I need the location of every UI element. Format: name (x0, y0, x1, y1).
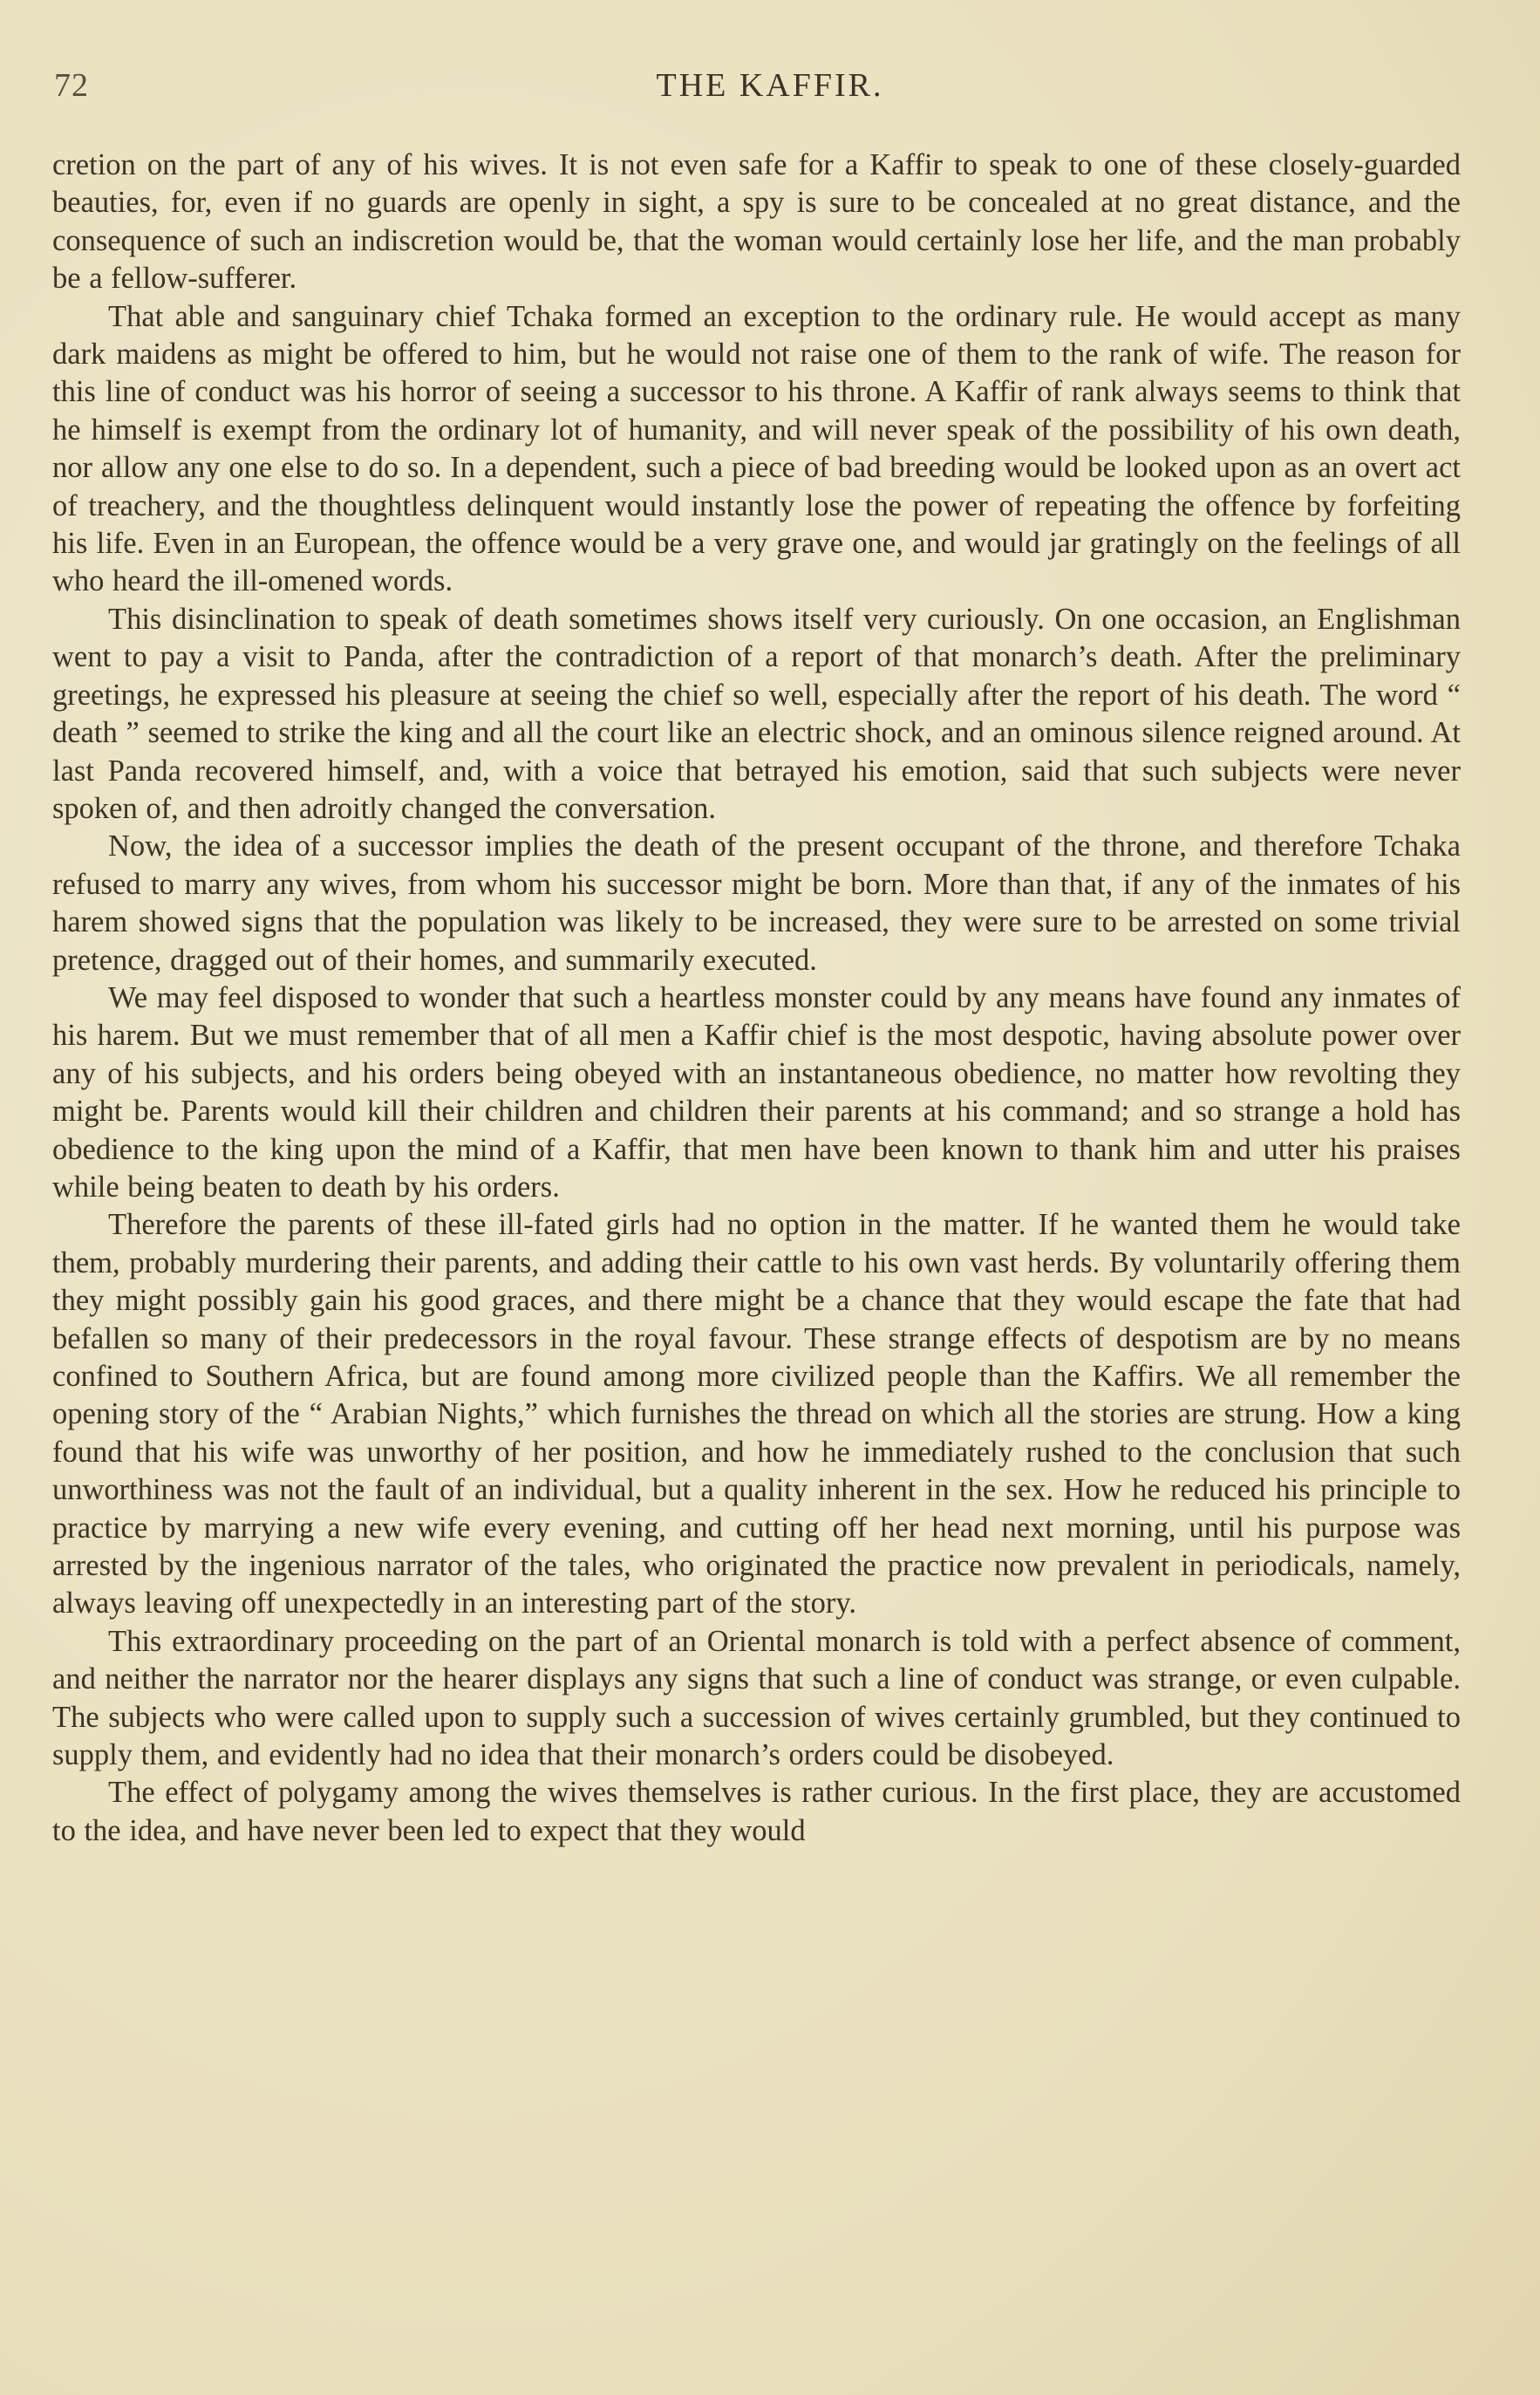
paragraph: We may feel disposed to wonder that such a heartless monster could by any means have found any inmates of his harem. But we must remember that of all men a Kaffir chief is the most despotic, having absolute power over any of his subjects, and his orders being obeyed with an instantaneous obedience, no matter how revolting they might be. Parents would kill their children and children their parents at his command; and so strange a hold has obedience to the king upon the mind of a Kaffir, that men have been known to thank him and utter his praises while being beaten to death by his orders. (52, 980, 1461, 1204)
paragraph: That able and sanguinary chief Tchaka formed an exception to the ordinary rule. He would accept as many dark maidens as might be offered to him, but he would not raise one of them to the rank of wife. The reason for this line of conduct was his horror of seeing a successor to his throne. A Kaffir of rank always seems to think that he himself is exempt from the ordinary lot of humanity, and will never speak of the possibility of his own death, nor allow any one else to do so. In a dependent, such a piece of bad breeding would be looked upon as an overt act of treachery, and the thoughtless delinquent would instantly lose the power of repeating the offence by forfeiting his life. Even in an European, the offence would be a very grave one, and would jar gratingly on the feelings of all who heard the ill-omened words. (52, 299, 1461, 598)
paragraph: This extraordinary proceeding on the part of an Oriental monarch is told with a perfect absence of comment, and neither the narrator nor the hearer displays any signs that such a line of conduct was strange, or even culpable. The subjects who were called upon to supply such a succession of wives certainly grumbled, but they continued to supply them, and evidently had no idea that their monarch’s orders could be disobeyed. (52, 1624, 1461, 1772)
running-title: THE KAFFIR. (656, 67, 884, 104)
body-text (52, 147, 1461, 1850)
page-number: 72 (54, 67, 89, 104)
paragraph: Now, the idea of a successor implies the death of the present occupant of the throne, and therefore Tchaka refused to marry any wives, from whom his successor might be born. More than that, if any of the inmates of his harem showed signs that the population was likely to be increased, they were sure to be arrested on some trivial pretence, dragged out of their homes, and summarily executed. (52, 829, 1461, 977)
paragraph: This disinclination to speak of death sometimes shows itself very curiously. On one occasion, an Englishman went to pay a visit to Panda, after the contradiction of a report of that monarch’s death. After the preliminary greetings, he expressed his pleasure at seeing the chief so well, especially after the report of his death. The word “ death ” seemed to strike the king and all the court like an electric shock, and an ominous silence reigned around. At last Panda recovered himself, and, with a voice that betrayed his emotion, said that such subjects were never spoken of, and then adroitly changed the conversation. (52, 602, 1461, 825)
paragraph: cretion on the part of any of his wives. It is not even safe for a Kaffir to speak to one of these closely-guarded beauties, for, even if no guards are openly in sight, a spy is sure to be concealed at no great distance, and the consequence of such an indiscretion would be, that the woman would certainly lose her life, and the man probably be a fellow-sufferer. (52, 148, 1461, 296)
paragraph: The effect of polygamy among the wives themselves is rather curious. In the first place, they are accustomed to the idea, and have never been led to expect that they would (52, 1776, 1461, 1847)
paragraph: Therefore the parents of these ill-fated girls had no option in the matter. If he wanted them he would take them, probably murdering their parents, and adding their cattle to his own vast herds. By voluntarily offering them they might possibly gain his good graces, and there might be a chance that they would escape the fate that had befallen so many of their predecessors in the royal favour. These strange effects of despotism are by no means confined to Southern Africa, but are found among more civilized people than the Kaffirs. We all remember the opening story of the “ Arabian Nights,” which furnishes the thread on which all the stories are strung. How a king found that his wife was unworthy of her position, and how he immediately rushed to the conclusion that such unworthiness was not the fault of an individual, but a quality inherent in the sex. How he reduced his principle to practice by marrying a new wife every evening, and cutting off her head next morning, until his purpose was arrested by the ingenious narrator of the tales, who originated the practice now prevalent in periodicals, namely, always leaving off unexpectedly in an interesting part of the story. (52, 1208, 1461, 1621)
page-header (0, 66, 1540, 119)
